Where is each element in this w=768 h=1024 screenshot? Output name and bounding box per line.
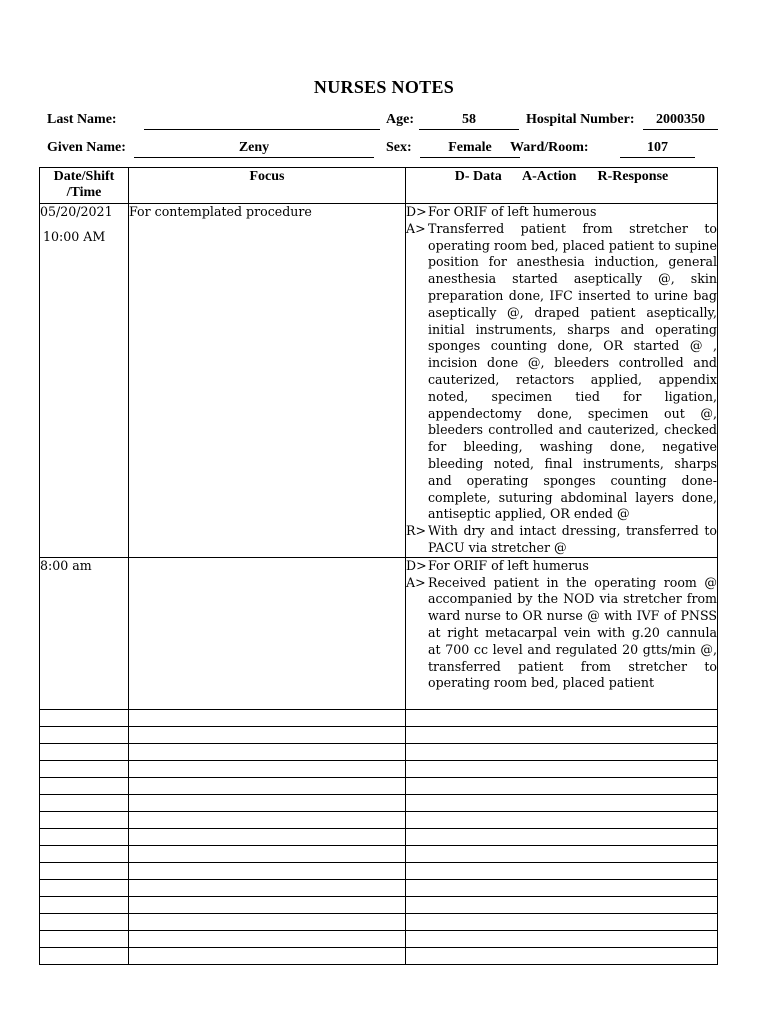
empty-cell <box>406 709 718 726</box>
header-date-shift-time: Date/Shift /Time <box>40 168 129 204</box>
note-response <box>406 523 717 557</box>
empty-table-row <box>40 828 718 845</box>
empty-table-row <box>40 811 718 828</box>
ward-room-label: Ward/Room: <box>510 140 589 155</box>
entry-date: 05/20/2021 <box>40 204 113 219</box>
empty-table-row <box>40 794 718 811</box>
empty-cell <box>406 879 718 896</box>
age-field: 58 <box>419 112 519 130</box>
entry-time: 10:00 AM <box>43 228 106 244</box>
empty-cell <box>40 862 129 879</box>
note-action <box>406 575 717 693</box>
last-name-label: Last Name: <box>47 112 117 127</box>
empty-cell <box>406 845 718 862</box>
empty-table-row <box>40 913 718 930</box>
note-text: For ORIF of left humerous <box>428 204 597 219</box>
empty-cell <box>406 760 718 777</box>
empty-cell <box>129 811 406 828</box>
given-name-label: Given Name: <box>47 140 126 155</box>
empty-cell <box>129 845 406 862</box>
sex-label: Sex: <box>386 140 412 155</box>
table-row <box>40 204 718 558</box>
empty-cell <box>406 811 718 828</box>
last-name-field <box>144 112 380 130</box>
header-dar: D- Data A-Action R-Response <box>406 168 718 204</box>
empty-cell <box>40 760 129 777</box>
empty-cell <box>40 777 129 794</box>
note-data <box>406 558 717 575</box>
empty-cell <box>129 726 406 743</box>
note-prefix: A> <box>406 574 426 590</box>
empty-table-row <box>40 947 718 964</box>
empty-cell <box>406 743 718 760</box>
empty-cell <box>40 913 129 930</box>
empty-cell <box>406 726 718 743</box>
empty-cell <box>129 760 406 777</box>
empty-cell <box>40 879 129 896</box>
ward-room-field: 107 <box>620 140 695 158</box>
empty-cell <box>129 879 406 896</box>
nurses-notes-table <box>39 167 718 965</box>
empty-table-row <box>40 743 718 760</box>
empty-table-row <box>40 777 718 794</box>
empty-cell <box>40 726 129 743</box>
empty-cell <box>129 913 406 930</box>
note-action <box>406 221 717 523</box>
empty-table-row <box>40 709 718 726</box>
empty-cell <box>40 811 129 828</box>
empty-table-row <box>40 845 718 862</box>
empty-rows <box>40 709 718 964</box>
empty-cell <box>129 794 406 811</box>
note-text: With dry and intact dressing, transferred to PACU via stretcher @ <box>428 523 717 555</box>
empty-cell <box>129 947 406 964</box>
empty-table-row <box>40 862 718 879</box>
empty-cell <box>40 794 129 811</box>
empty-cell <box>129 896 406 913</box>
header-focus: Focus <box>129 168 406 204</box>
entry-focus <box>129 557 406 709</box>
empty-table-row <box>40 879 718 896</box>
empty-table-row <box>40 726 718 743</box>
note-text: Received patient in the operating room @ accompanied by the NOD via stretcher from ward nurse to OR nurse @ with IVF of PNSS at right metacarpal vein with g.20 cannula at 700 cc level and regulated 20 gtts/min @, transferred patient from stretcher to operating room bed, placed patient <box>428 574 717 691</box>
note-prefix: R> <box>406 523 427 539</box>
empty-cell <box>406 930 718 947</box>
note-text: For ORIF of left humerus <box>428 557 589 573</box>
given-name-field: Zeny <box>134 140 374 158</box>
age-label: Age: <box>386 112 414 127</box>
empty-cell <box>406 896 718 913</box>
empty-cell <box>406 828 718 845</box>
table-header-row <box>40 168 718 204</box>
note-text: Transferred patient from stretcher to operating room bed, placed patient to supine position for anesthesia induction, general anesthesia started aseptically @, skin preparation done, IFC inserted to urine bag aseptically @, draped patient aseptically, initial instruments, sharps and operating sponges counting done, OR started @ , incision done @, bleeders controlled and cauterized, retactors applied, appendix noted, specimen tied for ligation, appendectomy done, specimen out @, bleeders controlled and cauterized, checked for bleeding, washing done, negative bleeding noted, final instruments, sharps and operating sponges counting done-complete, suturing abdominal layers done, antiseptic applied, OR ended @ <box>428 220 717 522</box>
note-prefix: D> <box>406 557 427 573</box>
empty-cell <box>129 743 406 760</box>
entry-notes <box>406 557 718 709</box>
hospital-number-label: Hospital Number: <box>526 112 635 127</box>
entry-focus: For contemplated procedure <box>129 204 406 558</box>
empty-cell <box>40 947 129 964</box>
empty-table-row <box>40 930 718 947</box>
sex-field: Female <box>420 140 520 158</box>
entry-date: 8:00 am <box>40 557 92 573</box>
note-prefix: D> <box>406 204 427 219</box>
entry-date-cell <box>40 204 129 558</box>
empty-cell <box>406 947 718 964</box>
empty-table-row <box>40 896 718 913</box>
empty-cell <box>40 930 129 947</box>
empty-cell <box>129 862 406 879</box>
empty-table-row <box>40 760 718 777</box>
note-prefix: A> <box>406 220 426 236</box>
empty-cell <box>406 862 718 879</box>
empty-cell <box>40 709 129 726</box>
entry-date-cell <box>40 557 129 709</box>
entry-notes <box>406 204 718 558</box>
empty-cell <box>129 930 406 947</box>
page-title: NURSES NOTES <box>313 77 455 97</box>
table-row <box>40 557 718 709</box>
note-data <box>406 204 717 221</box>
empty-cell <box>406 913 718 930</box>
empty-cell <box>40 743 129 760</box>
empty-cell <box>40 828 129 845</box>
empty-cell <box>406 794 718 811</box>
empty-cell <box>40 896 129 913</box>
empty-cell <box>406 777 718 794</box>
hospital-number-field: 2000350 <box>643 112 718 130</box>
empty-cell <box>129 828 406 845</box>
empty-cell <box>129 777 406 794</box>
empty-cell <box>40 845 129 862</box>
empty-cell <box>129 709 406 726</box>
